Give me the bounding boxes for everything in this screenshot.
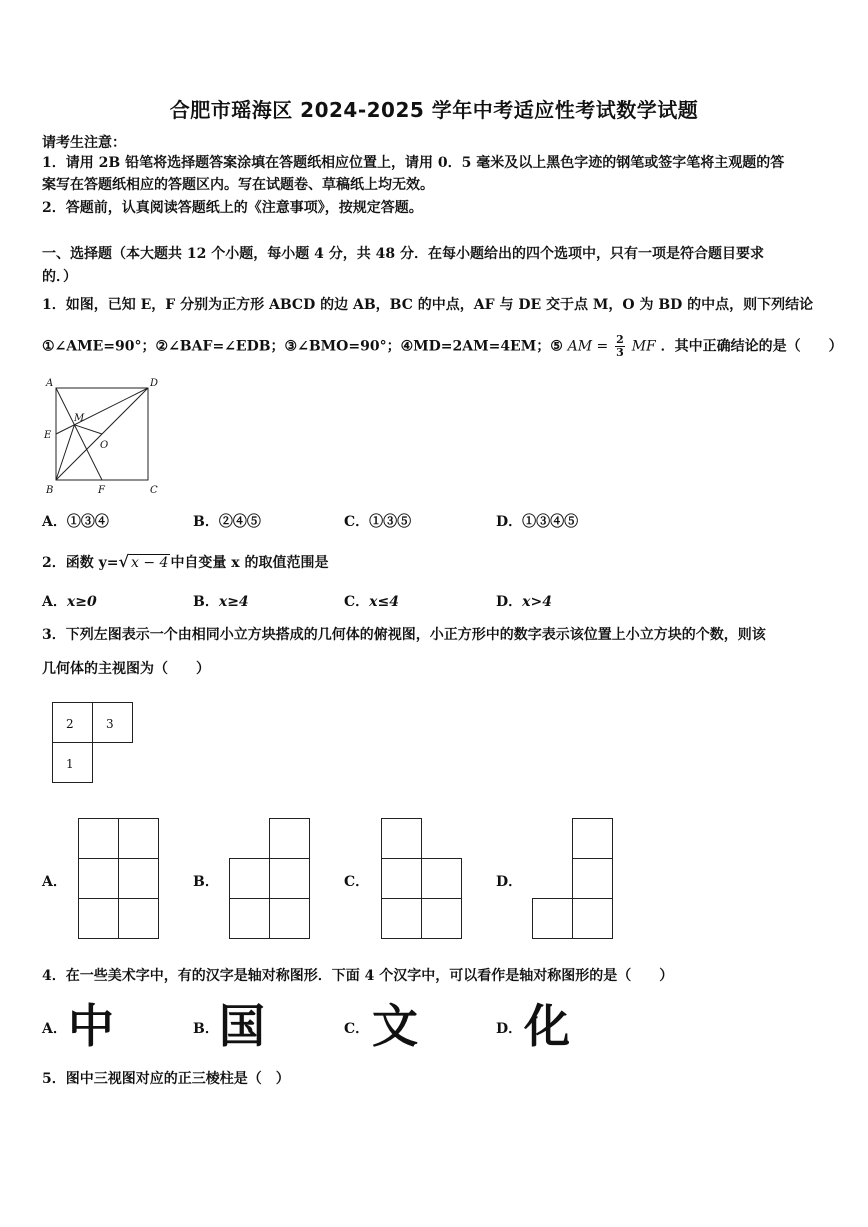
top-view-cell-count: 2 [66,717,74,731]
option-letter: B． [193,514,219,530]
top-view-cell-count: 1 [66,757,74,771]
q1-option-b[interactable] [193,511,261,531]
q1-tail: ．其中正确结论的是（ ） [660,338,843,355]
q3-top-view-grid [52,702,134,784]
label-o: O [100,440,109,451]
option-text: x≥0 [66,594,97,610]
q3-option-c-front-view[interactable] [381,818,463,940]
label-b: B [46,485,54,496]
q2-option-a[interactable] [42,591,97,611]
q3-option-a-front-view[interactable] [78,818,160,940]
q1-fraction [615,334,625,359]
notice-line-2: 案写在答题纸相应的答题区内。写在试题卷、草稿纸上均无效。 [42,177,434,193]
option-text: ②④⑤ [218,514,261,530]
option-letter: C． [344,594,370,610]
q4-option-c-character[interactable]: 文 [372,999,418,1053]
option-letter: C． [344,514,370,530]
q4-stem: 4．在一些美术字中，有的汉字是轴对称图形．下面 4 个汉字中，可以看作是轴对称图形的是（ ） [42,968,674,984]
q3-option-d-label[interactable]: D． [496,874,523,890]
label-a: A [46,378,54,389]
q1-formula-right: MF [631,338,656,355]
option-letter: B． [193,594,219,610]
notice-heading: 请考生注意： [42,135,126,151]
q4-option-b-character[interactable]: 国 [219,999,265,1053]
section-heading-line-2: 的．） [42,269,77,285]
option-text: ①③④⑤ [522,514,579,530]
q2-stem-pre: 2．函数 y= [42,555,119,571]
label-d: D [150,378,159,389]
option-text: ①③④ [66,514,109,530]
section-heading-line-1: 一、选择题（本大题共 12 个小题，每小题 4 分，共 48 分．在每小题给出的四个选项中，只有一项是符合题目要求 [42,246,764,262]
q2-radicand: x − 4 [131,555,169,571]
q3-option-b-label[interactable]: B． [193,874,219,890]
page-title: 合肥市瑶海区 2024-2025 学年中考适应性考试数学试题 [169,98,699,122]
q4-option-b-label[interactable]: B． [193,1021,219,1037]
q1-conditions-line [42,334,843,359]
q1-square-figure [42,374,166,498]
q3-stem-line-2: 几何体的主视图为（ ） [42,661,210,677]
q2-option-c[interactable] [344,591,399,611]
label-f: F [98,485,105,496]
q2-option-d[interactable] [496,591,552,611]
q3-stem-line-1: 3．下列左图表示一个由相同小立方块搭成的几何体的俯视图，小正方形中的数字表示该位置上小立方块的个数，则该 [42,627,766,643]
q1-formula-left: AM = [567,338,609,355]
option-text: x>4 [522,594,552,610]
label-m: M [74,413,85,424]
sqrt-symbol: √ [118,552,129,571]
q2-option-b[interactable] [193,591,249,611]
q1-stem: 1．如图，已知 E，F 分别为正方形 ABCD 的边 AB，BC 的中点，AF 与 DE 交于点 M，O 为 BD 的中点，则下列结论 [42,297,814,313]
q4-option-a-label[interactable]: A． [42,1021,67,1037]
q5-stem: 5．图中三视图对应的正三棱柱是（ ） [42,1071,290,1087]
q4-option-d-character[interactable]: 化 [524,999,570,1053]
label-e: E [44,430,52,441]
q3-option-b-front-view[interactable] [229,818,311,940]
option-letter: A． [42,594,67,610]
q1-conditions: ①∠AME=90°；②∠BAF=∠EDB；③∠BMO=90°；④MD=2AM=4EM；⑤ [42,338,563,355]
q2-stem [42,551,329,574]
q4-option-d-label[interactable]: D． [496,1021,523,1037]
q4-option-c-label[interactable]: C． [344,1021,370,1037]
option-letter: D． [496,594,523,610]
q3-option-d-front-view[interactable] [532,818,614,940]
option-text: ①③⑤ [369,514,412,530]
q4-option-a-character[interactable]: 中 [68,999,114,1053]
q3-option-c-label[interactable]: C． [344,874,370,890]
option-text: x≥4 [218,594,249,610]
top-view-cell-count: 3 [106,717,114,731]
q1-option-c[interactable] [344,511,411,531]
q3-option-a-label[interactable]: A． [42,874,67,890]
option-text: x≤4 [369,594,399,610]
q1-fraction-numerator: 2 [616,333,624,346]
label-c: C [150,485,158,496]
option-letter: D． [496,514,523,530]
q1-option-a[interactable] [42,511,109,531]
notice-line-1: 1．请用 2B 铅笔将选择题答案涂填在答题纸相应位置上，请用 0．5 毫米及以上黑色字迹的钢笔或签字笔将主观题的答 [42,155,785,171]
q1-fraction-denominator: 3 [616,346,624,359]
notice-line-3: 2．答题前，认真阅读答题纸上的《注意事项》，按规定答题。 [42,200,423,216]
q2-stem-post: 中自变量 x 的取值范围是 [170,555,329,571]
q1-option-d[interactable] [496,511,578,531]
option-letter: A． [42,514,67,530]
